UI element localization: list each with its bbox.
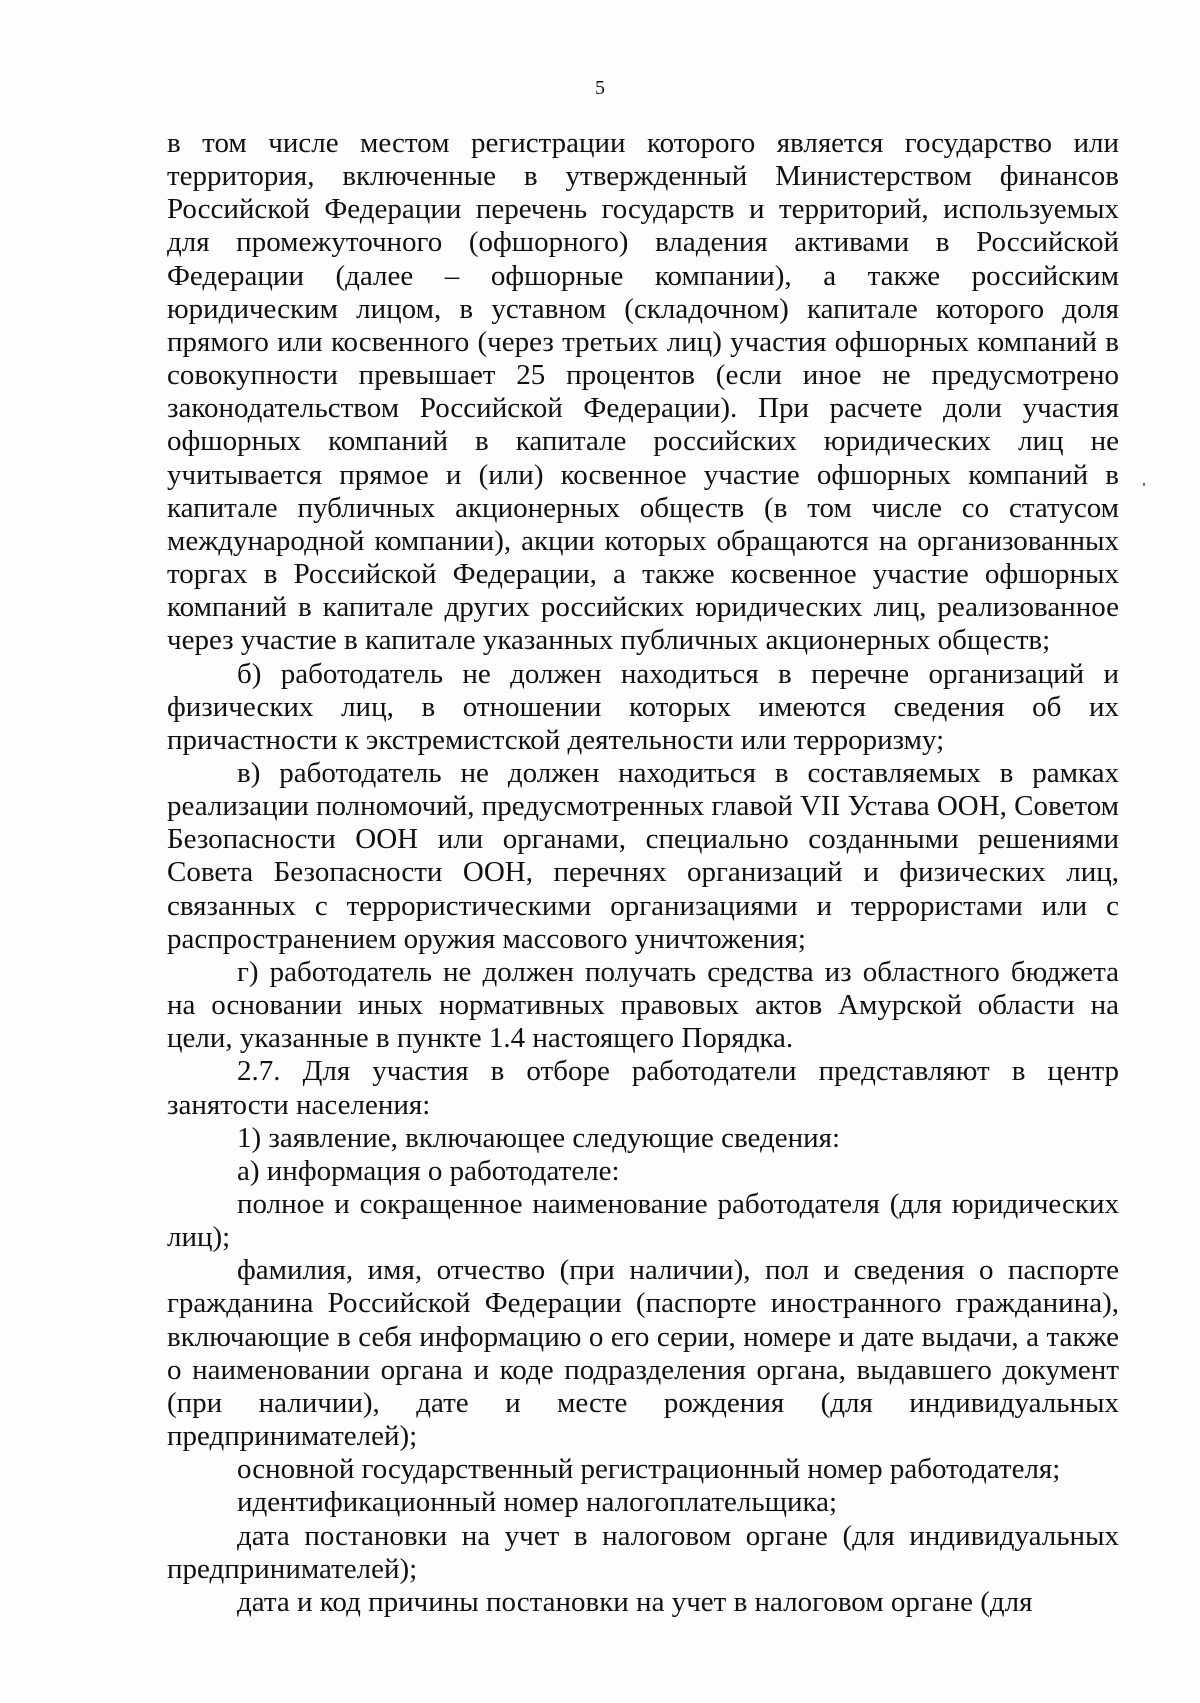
paragraph-tax-registration-date: дата постановки на учет в налоговом органе (для индивидуальных предпринимателей); bbox=[167, 1519, 1119, 1585]
page-number: 5 bbox=[595, 77, 605, 99]
paragraph-2-7: 2.7. Для участия в отборе работодатели представляют в центр занятости населения: bbox=[167, 1055, 1119, 1121]
paragraph-inn: идентификационный номер налогоплательщика; bbox=[237, 1486, 838, 1519]
paragraph-application: 1) заявление, включающее следующие сведения: bbox=[237, 1121, 841, 1154]
paragraph-full-name: полное и сокращенное наименование работодателя (для юридических лиц); bbox=[167, 1188, 1119, 1254]
paragraph-item-g: г) работодатель не должен получать средства из областного бюджета на основании иных нормативных правовых актов Амурской области на цели, указанные в пункте 1.4 настоящего Порядка. bbox=[167, 955, 1119, 1055]
document-body bbox=[167, 127, 1119, 1619]
paragraph-item-b: б) работодатель не должен находиться в перечне организаций и физических лиц, в отношении которых имеются сведения об их причастности к экстремистской деятельности или терроризму; bbox=[167, 657, 1119, 756]
paragraph-tax-registration-code: дата и код причины постановки на учет в налоговом органе (для bbox=[237, 1585, 1033, 1618]
paragraph-item-v: в) работодатель не должен находиться в составляемых в рамках реализации полномочий, предусмотренных главой VII Устава ООН, Советом Безопасности ООН или органами, специально созданными решениями Совета Безопасности ООН, перечнях организаций и физических лиц, связанных с террористическими организациями и террористами или с распространением оружия массового уничтожения; bbox=[167, 756, 1120, 955]
paragraph-offshore-continuation: в том числе местом регистрации которого является государство или территория, включенные в утвержденный Министерством финансов Российской Федерации перечень государств и территорий, используемых для промежуточного (офшорного) владения активами в Российской Федерации (далее – офшорные компании), а также российским юридическим лицом, в уставном (складочном) капитале которого доля прямого или косвенного (через третьих лиц) участия офшорных компаний в совокупности превышает 25 процентов (если иное не предусмотрено законодательством Российской Федерации). При расчете доли участия офшорных компаний в капитале российских юридических лиц не учитывается прямое и (или) косвенное участие офшорных компаний в капитале публичных акционерных обществ (в том числе со статусом международной компании), акции которых обращаются на организованных торгах в Российской Федерации, а также косвенное участие офшорных компаний в капитале других российских юридических лиц, реализованное через участие в капитале указанных публичных акционерных обществ; bbox=[167, 127, 1119, 657]
paragraph-employer-info: а) информация о работодателе: bbox=[237, 1154, 620, 1187]
scan-mark bbox=[1143, 483, 1145, 486]
paragraph-ogrn: основной государственный регистрационный номер работодателя; bbox=[237, 1453, 1061, 1486]
paragraph-personal-data: фамилия, имя, отчество (при наличии), пол и сведения о паспорте гражданина Российской Федерации (паспорте иностранного гражданина), включающие в себя информацию о его серии, номере и дате выдачи, а также о наименовании органа и коде подразделения органа, выдавшего документ (при наличии), дате и месте рождения (для индивидуальных предпринимателей); bbox=[167, 1254, 1119, 1453]
